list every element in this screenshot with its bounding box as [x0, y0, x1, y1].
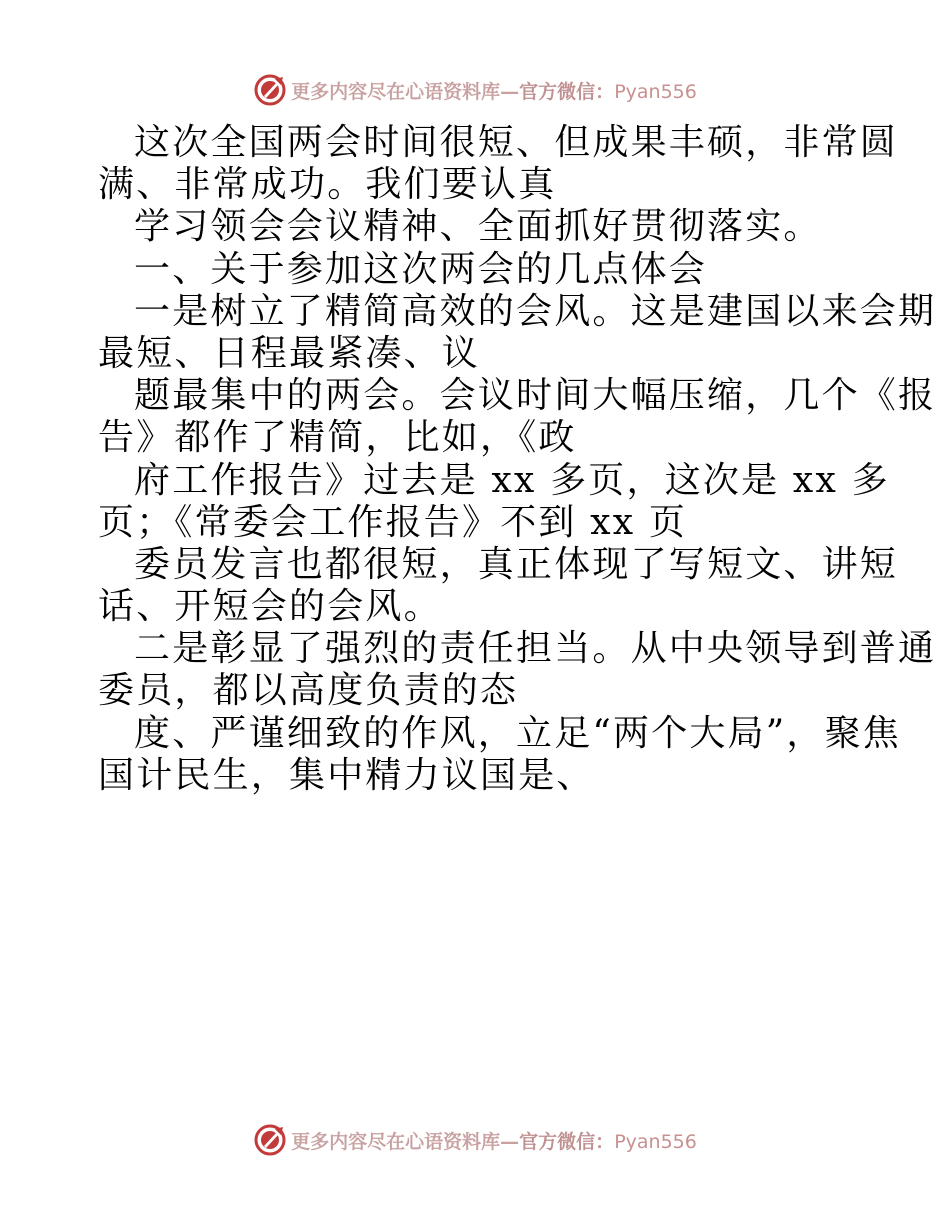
header-wechat-label: 官方微信：	[519, 80, 615, 103]
text-line: 一是树立了精简高效的会风。这是建国以来会期	[134, 290, 937, 332]
document-body	[98, 122, 937, 797]
text-line: 最短、日程最紧凑、议	[98, 332, 481, 374]
footer-wechat-label: 官方微信：	[519, 1130, 615, 1153]
header-library-text: 更多内容尽在心语资料库	[291, 80, 501, 103]
text-line: 二是彰显了强烈的责任担当。从中央领导到普通	[134, 628, 937, 670]
text-line: 府工作报告》过去是 xx 多页，这次是 xx 多	[134, 459, 890, 501]
header-banner	[0, 70, 950, 110]
text-line: 度、严谨细致的作风，立足“两个大局”，聚焦	[134, 712, 902, 754]
text-line: 国计民生，集中精力议国是、	[98, 754, 595, 796]
footer-banner	[0, 1120, 950, 1160]
text-line: 学习领会会议精神、全面抓好贯彻落实。	[134, 206, 822, 248]
text-line: 委员发言也都很短，真正体现了写短文、讲短	[134, 543, 899, 585]
text-line: 告》都作了精简，比如，《政	[98, 417, 577, 459]
text-line: 题最集中的两会。会议时间大幅压缩，几个《报	[134, 375, 937, 417]
header-wechat-id: Pyan556	[614, 80, 697, 103]
text-line: 满、非常成功。我们要认真	[98, 164, 557, 206]
footer-wechat-id: Pyan556	[614, 1130, 697, 1153]
text-line: 话、开短会的会风。	[98, 586, 442, 628]
text-line: 委员，都以高度负责的态	[98, 670, 519, 712]
red-quill-seal-icon	[253, 73, 287, 107]
header-banner-text	[291, 77, 697, 104]
footer-banner-text	[291, 1127, 697, 1154]
footer-separator: —	[500, 1130, 520, 1153]
red-quill-seal-icon	[253, 1123, 287, 1157]
footer-library-text: 更多内容尽在心语资料库	[291, 1130, 501, 1153]
text-line: 页；《常委会工作报告》不到 xx 页	[98, 501, 688, 543]
header-separator: —	[500, 80, 520, 103]
text-line: 一、关于参加这次两会的几点体会	[134, 248, 708, 290]
text-line: 这次全国两会时间很短、但成果丰硕，非常圆	[134, 122, 899, 163]
